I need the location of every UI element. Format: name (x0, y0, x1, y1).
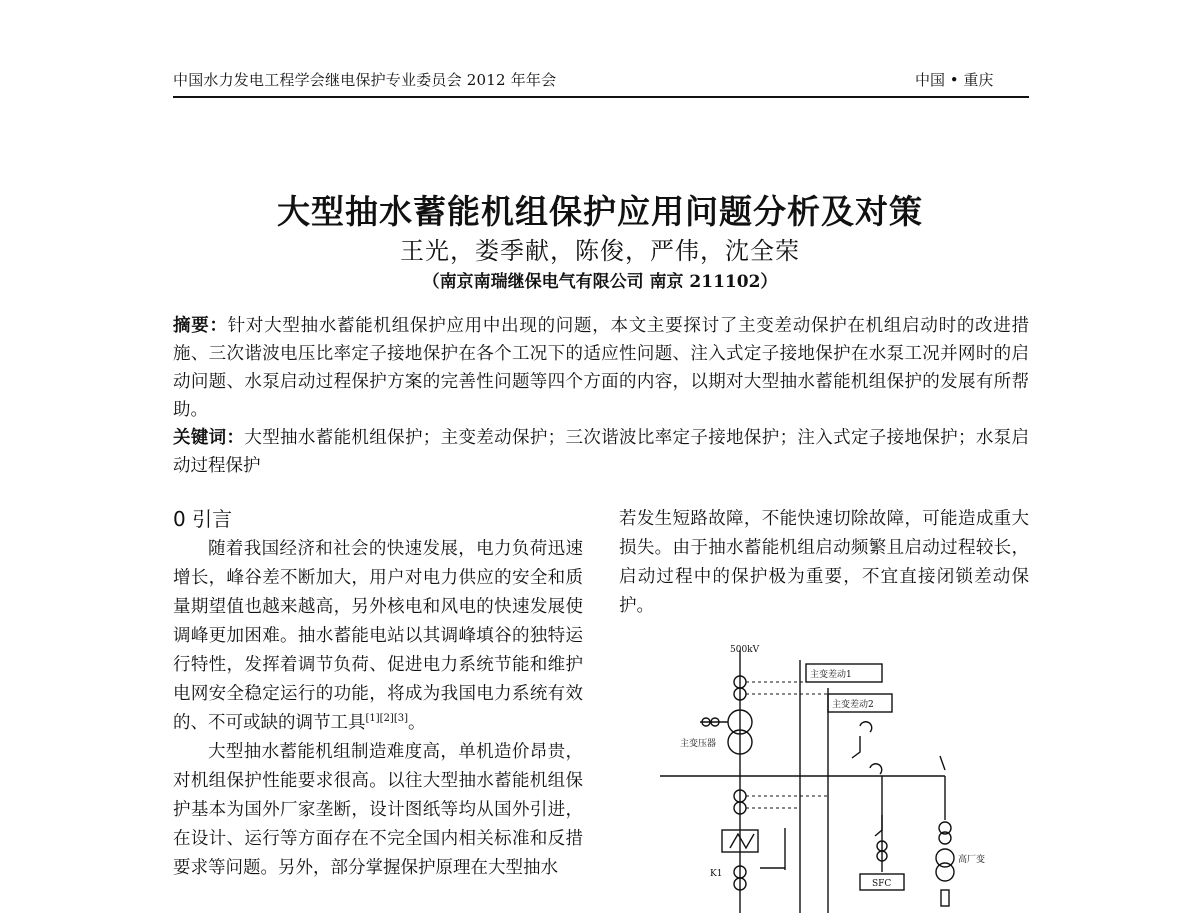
intro-paragraph-1 (173, 535, 583, 738)
keywords-text: 大型抽水蓄能机组保护；主变差动保护；三次谐波比率定子接地保护；注入式定子接地保护；水泵启动过程保护 (173, 428, 1030, 476)
main-diff-1-label: 主变差动1 (810, 670, 852, 680)
aux-transformer-winding-2 (936, 863, 954, 881)
sfc-label: SFC (872, 879, 892, 889)
keywords-label: 关键词： (173, 428, 245, 448)
breaker-k1-symbol (730, 834, 754, 848)
abstract-block (173, 312, 1029, 480)
relay-symbol-2 (870, 764, 882, 774)
protection-wiring-diagram (660, 640, 1020, 913)
relay-symbol-1 (860, 722, 872, 732)
abstract-label: 摘要： (173, 316, 228, 336)
abstract-text: 针对大型抽水蓄能机组保护应用中出现的问题，本文主要探讨了主变差动保护在机组启动时的改进措施、三次谐波电压比率定子接地保护在各个工况下的适应性问题、注入式定子接地保护在水泵工况并网时的启动问题、水泵启动过程保护方案的完善性问题等四个方面的内容，以期对大型抽水蓄能机组保护的发展有所帮助。 (173, 316, 1029, 420)
conference-location: 中国 • 重庆 (915, 71, 994, 89)
switch-3 (875, 815, 882, 836)
right-column (619, 505, 1029, 621)
switch-2 (940, 756, 945, 770)
switch-1 (852, 736, 860, 758)
main-diff-2-label: 主变差动2 (832, 700, 874, 710)
aux-load-resistor (941, 890, 949, 906)
header-divider (173, 96, 1029, 98)
aux-transformer-label: 高厂变 (958, 855, 986, 865)
abstract (173, 312, 1029, 424)
right-paragraph: 若发生短路故障，不能快速切除故障，可能造成重大损失。由于抽水蓄能机组启动频繁且启动过程较长，启动过程中的保护极为重要，不宜直接闭锁差动保护。 (619, 509, 1029, 616)
aux-transformer-winding-1 (936, 849, 954, 867)
section-heading: 0 引言 (173, 507, 233, 531)
paper-affiliation: （南京南瑞继保电气有限公司 南京 211102） (422, 272, 778, 292)
breaker-k1-label: K1 (710, 869, 723, 879)
conference-header: 中国水力发电工程学会继电保护专业委员会 2012 年年会 (173, 71, 557, 89)
paper-authors: 王光，娄季献，陈俊，严伟，沈全荣 (400, 237, 800, 265)
paper-title: 大型抽水蓄能机组保护应用问题分析及对策 (277, 192, 923, 231)
main-transformer-label: 主变压器 (680, 739, 717, 749)
intro-paragraph-1-end: 。 (408, 713, 426, 733)
intro-paragraph-1-text: 随着我国经济和社会的快速发展，电力负荷迅速增长，峰谷差不断加大，用户对电力供应的安全和质量期望值也越来越高，另外核电和风电的快速发展使调峰更加困难。抽水蓄能电站以其调峰填谷的独特运行特性，发挥着调节负荷、促进电力系统节能和维护电网安全稳定运行的功能，将成为我国电力系统有效的、不可或缺的调节工具 (173, 539, 583, 733)
citation-refs: [1][2][3] (365, 713, 408, 725)
left-column (173, 505, 583, 883)
bus-voltage-label: 500kV (730, 645, 760, 655)
keywords (173, 424, 1029, 480)
intro-paragraph-2: 大型抽水蓄能机组制造难度高，单机造价昂贵，对机组保护性能要求很高。以往大型抽水蓄能机组保护基本为国外厂家垄断，设计图纸等均从国外引进，在设计、运行等方面存在不完全国内相关标准和反措要求等问题。另外，部分掌握保护原理在大型抽水 (173, 742, 583, 878)
